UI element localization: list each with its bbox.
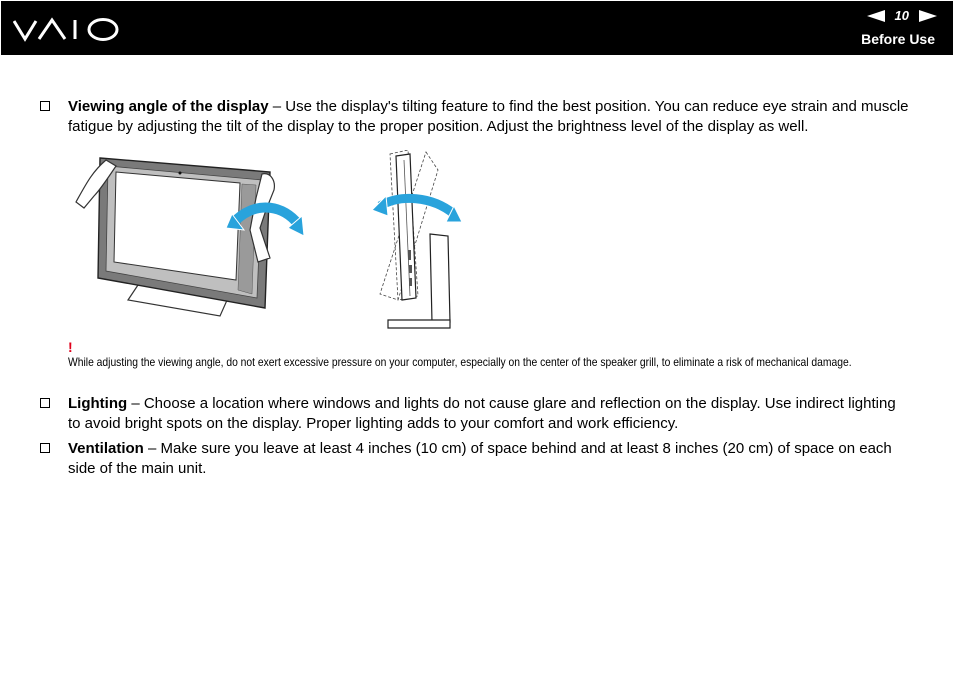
caution-note xyxy=(68,340,918,371)
bullet-title: Viewing angle of the display xyxy=(68,98,269,115)
bullet-box-icon xyxy=(40,398,50,408)
previous-page-arrow-icon[interactable] xyxy=(867,10,885,22)
monitor-side-tilt-illustration xyxy=(368,150,468,330)
caution-note-text: While adjusting the viewing angle, do not exert excessive pressure on your computer, especially on the center of the speaker grill, to eliminate a risk of mechanical damage. xyxy=(68,355,852,369)
section-title: Before Use xyxy=(861,31,935,47)
bullet-title: Ventilation xyxy=(68,440,144,457)
monitor-front-tilt-illustration xyxy=(70,150,310,320)
bullet-box-icon xyxy=(40,443,50,453)
caution-mark-icon: ! xyxy=(68,339,73,355)
bullet-viewing-angle xyxy=(40,97,910,136)
vaio-logo xyxy=(13,16,121,47)
bullet-ventilation xyxy=(40,439,910,478)
bullet-title: Lighting xyxy=(68,395,128,412)
bullet-box-icon xyxy=(40,101,50,111)
bullet-lighting xyxy=(40,394,910,433)
bullet-body: – Use the display's tilting feature to find the best position. You can reduce eye strain and muscle fatigue by adjusting the tilt of the display to the proper position. Adjust the brightness level of the display as well. xyxy=(68,98,909,135)
page-navigation xyxy=(867,8,937,23)
page-number: 10 xyxy=(894,8,909,23)
bullet-body: – Choose a location where windows and lights do not cause glare and reflection on the display. Use indirect lighting to avoid bright spots on the display. Proper lighting adds to your comfort and work efficiency. xyxy=(68,395,896,432)
bullet-body: – Make sure you leave at least 4 inches (10 cm) of space behind and at least 8 inches (20 cm) of space on each side of the main unit. xyxy=(68,440,892,477)
page-header xyxy=(1,1,953,55)
next-page-arrow-icon[interactable] xyxy=(919,10,937,22)
